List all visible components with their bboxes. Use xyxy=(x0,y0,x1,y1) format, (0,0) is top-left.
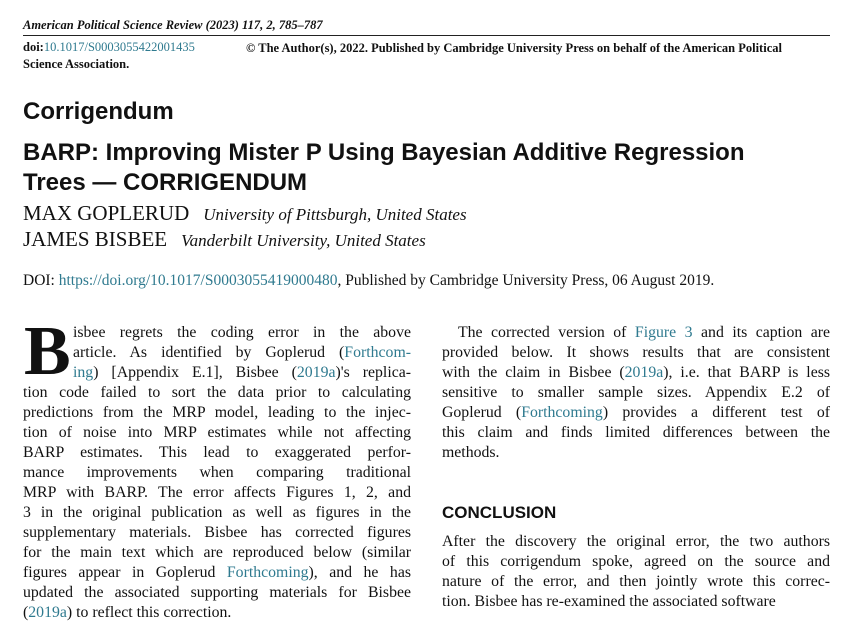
text-line: article. As identified by Goplerud (Forthcom- xyxy=(73,344,411,361)
citation-link[interactable]: Forthcoming xyxy=(521,404,603,421)
doi-prefix: doi: xyxy=(23,40,44,54)
text-line: nature of the error, and then jointly wrote this correc- xyxy=(442,573,830,590)
text-line: mance improvements when comparing traditional xyxy=(23,464,411,481)
citation-link[interactable]: Forthcoming xyxy=(226,564,309,581)
journal-citation: American Political Science Review (2023) 117, 2, 785–787 xyxy=(23,18,323,32)
author-affiliation: University of Pittsburgh, United States xyxy=(203,205,467,224)
original-doi-link[interactable]: https://doi.org/10.1017/S0003055419000480 xyxy=(58,272,338,289)
text-line: for the main text which are reproduced below (similar xyxy=(23,544,411,561)
text-line: tion code failed to sort the data prior to calculating xyxy=(23,384,411,401)
text-line: Goplerud (Forthcoming) provides a different test of xyxy=(442,404,830,421)
text-line: The corrected version of Figure 3 and its caption are xyxy=(458,324,831,341)
text-line: with the claim in Bisbee (2019a), i.e. that BARP is less xyxy=(442,364,831,381)
copyright-notice xyxy=(246,40,836,57)
right-column-paragraph-2 xyxy=(442,532,830,612)
citation-link[interactable]: 2019a xyxy=(28,604,67,621)
original-doi-line xyxy=(23,272,714,290)
text-line: MRP with BARP. The error affects Figures 1, 2, and xyxy=(23,484,411,501)
author-name: MAX GOPLERUD xyxy=(23,201,190,225)
article-title xyxy=(23,138,823,198)
citation-link[interactable]: 2019a xyxy=(624,364,664,381)
text-line: After the discovery the original error, the two authors xyxy=(442,533,830,550)
citation-link[interactable]: ing xyxy=(73,364,94,381)
text-line: methods. xyxy=(442,444,500,461)
drop-cap: B xyxy=(24,313,71,390)
doi-link[interactable]: 10.1017/S0003055422001435 xyxy=(43,40,195,54)
title-line-1: BARP: Improving Mister P Using Bayesian Additive Regression xyxy=(23,139,745,166)
article-doi xyxy=(23,40,195,55)
text-line: BARP estimates. This lead to exaggerated perfor- xyxy=(23,444,411,461)
text-line: isbee regrets the coding error in the above xyxy=(73,324,411,341)
section-heading-conclusion: CONCLUSION xyxy=(442,503,557,522)
right-column-paragraph-1 xyxy=(442,323,830,463)
citation-link[interactable]: Forthcom- xyxy=(344,344,411,361)
citation-link[interactable]: Figure 3 xyxy=(634,324,693,341)
text-line: 3 in the original publication as well as figures in the xyxy=(23,504,411,521)
copyright-line-2: Science Association. xyxy=(23,57,130,71)
copyright-line-1: © The Author(s), 2022. Published by Cambridge University Press on behalf of the American Political xyxy=(246,41,782,55)
text-line: provided below. It shows results that are consistent xyxy=(442,344,830,361)
author-affiliation: Vanderbilt University, United States xyxy=(181,231,426,250)
text-line: this claim and finds limited differences between the xyxy=(442,424,830,441)
text-line: tion. Bisbee has re-examined the associated software xyxy=(442,593,776,610)
citation-link[interactable]: 2019a xyxy=(296,364,336,381)
text-line: predictions from the MRP model, leading to the injec- xyxy=(23,404,411,421)
text-line: (2019a) to reflect this correction. xyxy=(23,604,232,621)
text-line: updated the associated supporting materials for Bisbee xyxy=(23,584,411,601)
title-line-2: Trees — CORRIGENDUM xyxy=(23,169,308,196)
text-line: tion of noise into MRP estimates while not affecting xyxy=(23,424,411,441)
left-column xyxy=(23,313,411,623)
text-line: figures appear in Goplerud Forthcoming), and he has xyxy=(23,564,411,581)
text-line: ing) [Appendix E.1], Bisbee (2019a)'s replica- xyxy=(73,364,411,381)
publication-note: , Published by Cambridge University Press, 06 August 2019. xyxy=(337,272,715,289)
article-type: Corrigendum xyxy=(23,98,174,125)
text-line: supplementary materials. Bisbee has corrected figures xyxy=(23,524,411,541)
author-name: JAMES BISBEE xyxy=(23,227,168,251)
text-line: sensitive to smaller sample sizes. Appendix E.2 of xyxy=(442,384,830,401)
author-1 xyxy=(23,201,467,226)
author-2 xyxy=(23,227,426,252)
header-rule xyxy=(23,35,830,36)
text-line: of this corrigendum spoke, agreed on the source and xyxy=(442,553,830,570)
doi-label: DOI: xyxy=(23,272,59,289)
